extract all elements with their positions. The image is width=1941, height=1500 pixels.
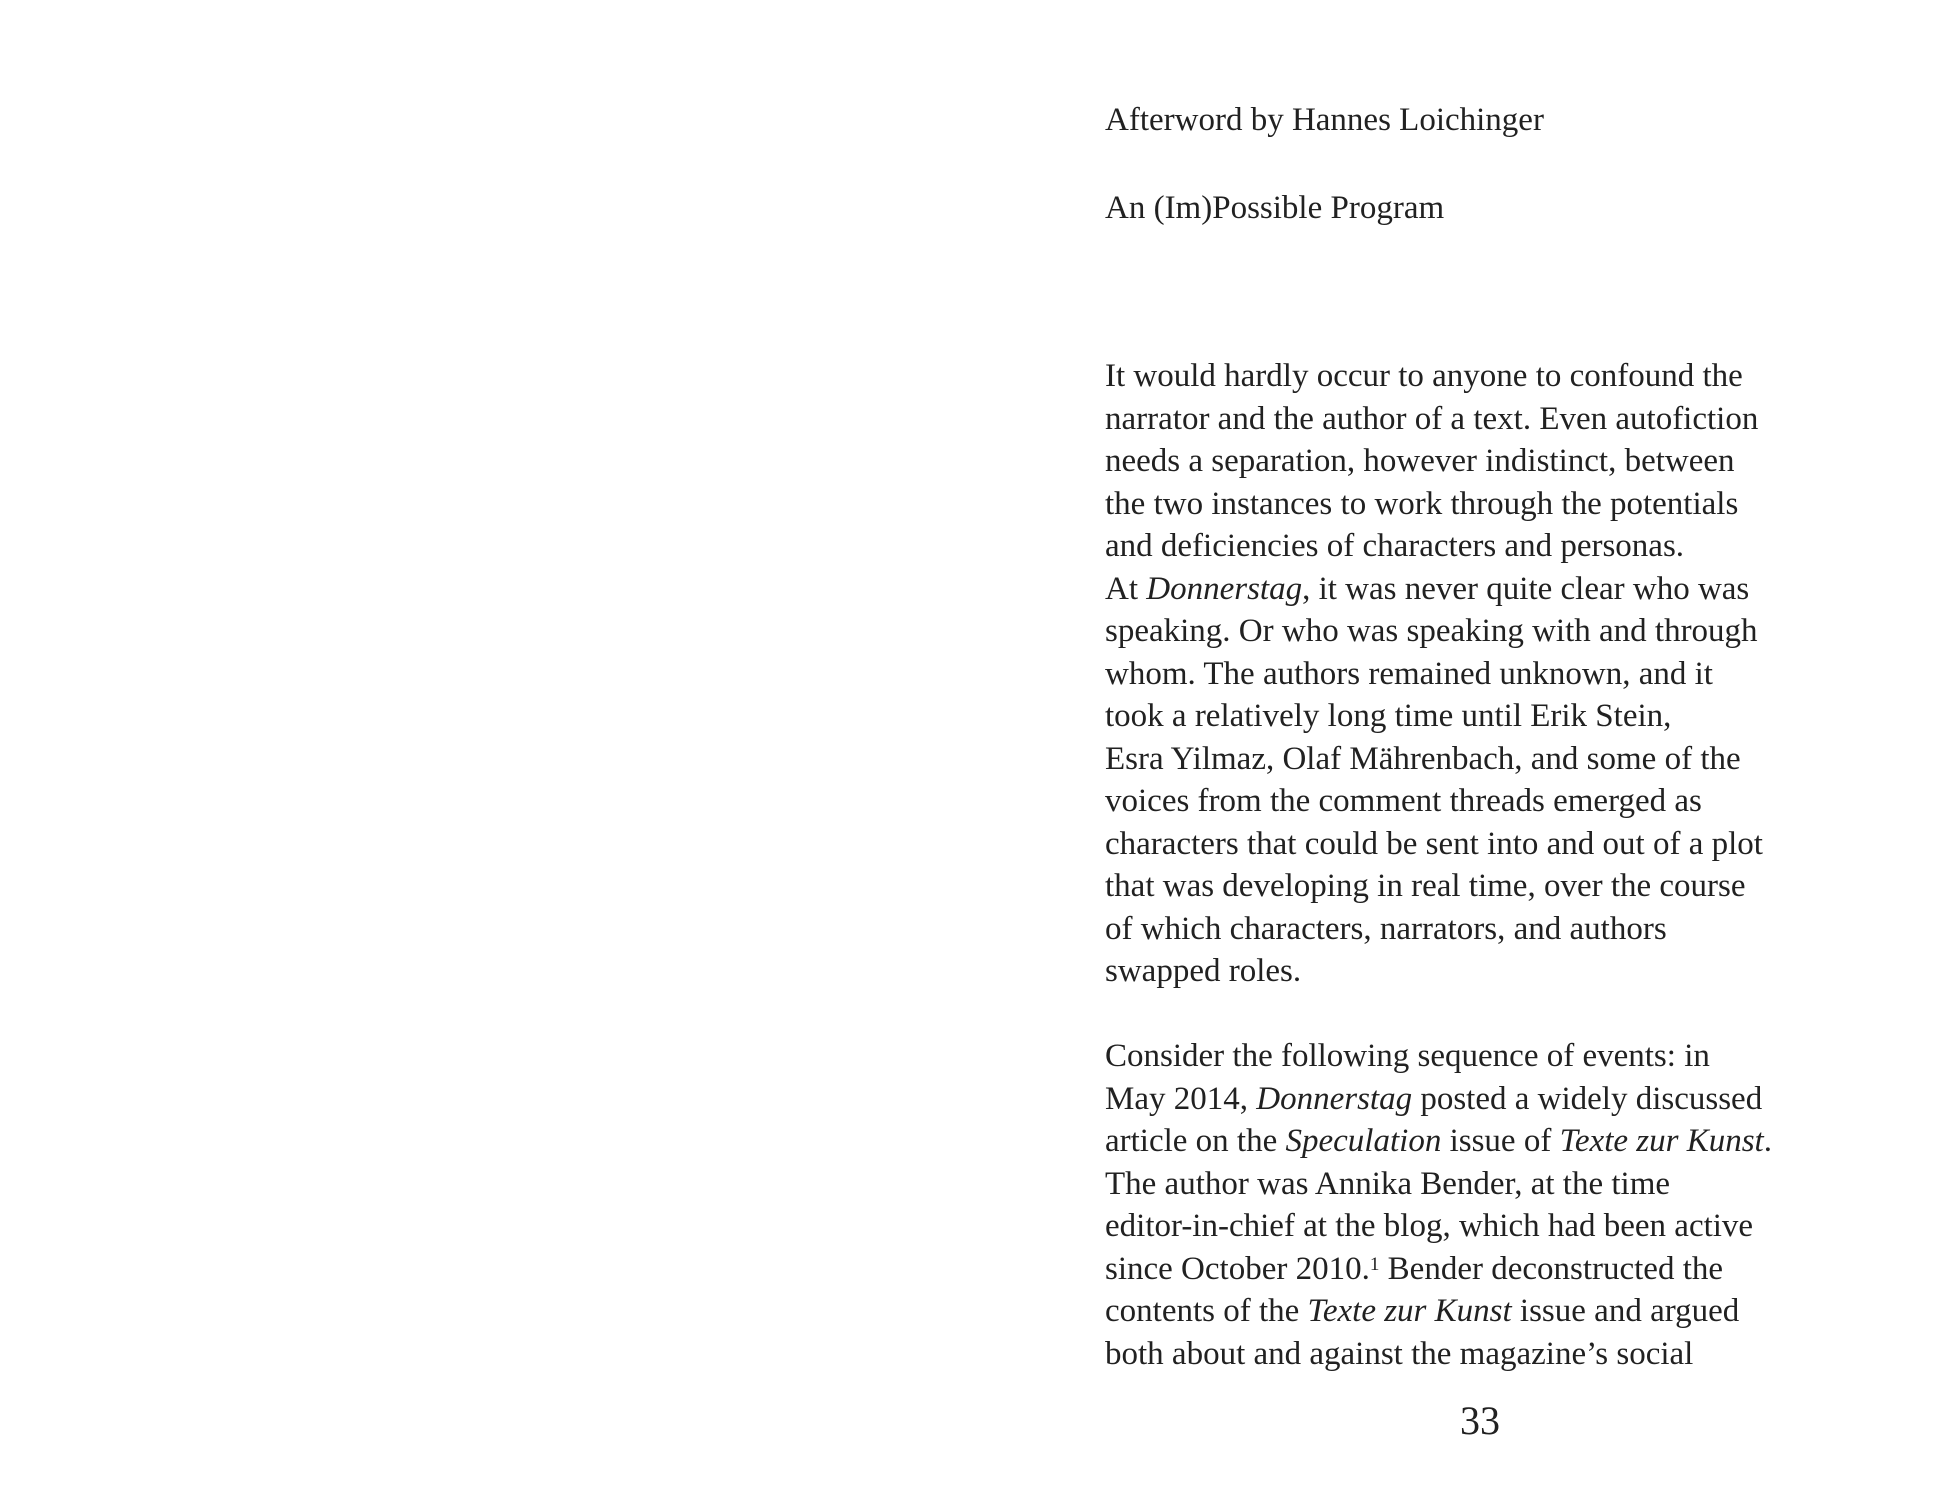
text-line <box>1105 695 1772 738</box>
text-line <box>1105 1078 1772 1121</box>
text-line <box>1105 653 1772 696</box>
text-segment: that was developing in real time, over the course <box>1105 868 1746 904</box>
text-line <box>1105 950 1772 993</box>
text-segment: The author was Annika Bender, at the time <box>1105 1165 1671 1202</box>
text-segment: article on the <box>1105 1123 1286 1159</box>
text-segment: voices from the comment threads emerged as <box>1105 783 1702 819</box>
text-line <box>1105 440 1772 483</box>
text-segment: characters that could be sent into and out of a plot <box>1105 825 1763 862</box>
text-segment: swapped roles. <box>1105 953 1302 989</box>
italic-text: Texte zur Kunst <box>1559 1123 1764 1159</box>
body-text <box>1105 355 1772 1375</box>
text-line <box>1105 483 1772 526</box>
text-line <box>1105 610 1772 653</box>
text-segment: the two instances to work through the potentials <box>1105 485 1739 522</box>
text-line <box>1105 568 1772 611</box>
italic-text: Texte zur Kunst <box>1307 1293 1512 1329</box>
text-segment: contents of the <box>1105 1293 1308 1329</box>
text-column <box>1105 0 1855 1500</box>
text-line <box>1105 865 1772 908</box>
italic-text: Speculation <box>1285 1123 1442 1159</box>
text-line <box>1105 1333 1772 1376</box>
afterword-byline: Afterword by Hannes Loichinger <box>1105 102 1544 138</box>
text-segment: editor-in-chief at the blog, which had been active <box>1105 1208 1754 1244</box>
text-segment: whom. The authors remained unknown, and it <box>1105 655 1713 692</box>
text-line <box>1105 1248 1772 1291</box>
paragraph-1 <box>1105 355 1772 993</box>
text-segment: issue and argued <box>1511 1293 1740 1329</box>
text-segment: issue of <box>1441 1123 1560 1159</box>
text-line <box>1105 1163 1772 1206</box>
text-segment: . <box>1763 1123 1772 1159</box>
text-line <box>1105 355 1772 398</box>
text-line <box>1105 1120 1772 1163</box>
text-line <box>1105 823 1772 866</box>
text-segment: speaking. Or who was speaking with and through <box>1105 613 1758 649</box>
footnote-marker: 1 <box>1369 1253 1380 1275</box>
paragraph-2 <box>1105 1035 1772 1375</box>
afterword-title: An (Im)Possible Program <box>1105 190 1445 226</box>
text-segment: needs a separation, however indistinct, between <box>1105 443 1735 479</box>
text-segment: both about and against the magazine’s social <box>1105 1335 1694 1372</box>
page-number: 33 <box>1460 1398 1500 1443</box>
text-line <box>1105 525 1772 568</box>
italic-text: Donnerstag <box>1146 570 1303 607</box>
text-line <box>1105 908 1772 951</box>
text-segment: narrator and the author of a text. Even autofiction <box>1105 400 1759 437</box>
text-line <box>1105 1035 1772 1078</box>
text-line <box>1105 738 1772 781</box>
text-segment: since October 2010. <box>1105 1250 1370 1287</box>
text-segment: Bender deconstructed the <box>1379 1250 1724 1287</box>
italic-text: Donnerstag <box>1256 1080 1413 1117</box>
text-segment: and deficiencies of characters and personas. <box>1105 528 1685 564</box>
text-segment: , it was never quite clear who was <box>1302 570 1750 607</box>
text-segment: May 2014, <box>1105 1080 1257 1117</box>
text-segment: Esra Yilmaz, Olaf Mährenbach, and some of the <box>1105 740 1741 777</box>
text-line <box>1105 1205 1772 1248</box>
text-line <box>1105 398 1772 441</box>
text-segment: It would hardly occur to anyone to confound the <box>1105 358 1743 394</box>
text-line <box>1105 1290 1772 1333</box>
text-segment: of which characters, narrators, and authors <box>1105 910 1667 947</box>
text-line <box>1105 780 1772 823</box>
text-segment: took a relatively long time until Erik Stein, <box>1105 698 1672 734</box>
text-segment: At <box>1105 570 1147 607</box>
text-segment: Consider the following sequence of events: in <box>1105 1038 1710 1074</box>
text-segment: posted a widely discussed <box>1412 1080 1763 1117</box>
